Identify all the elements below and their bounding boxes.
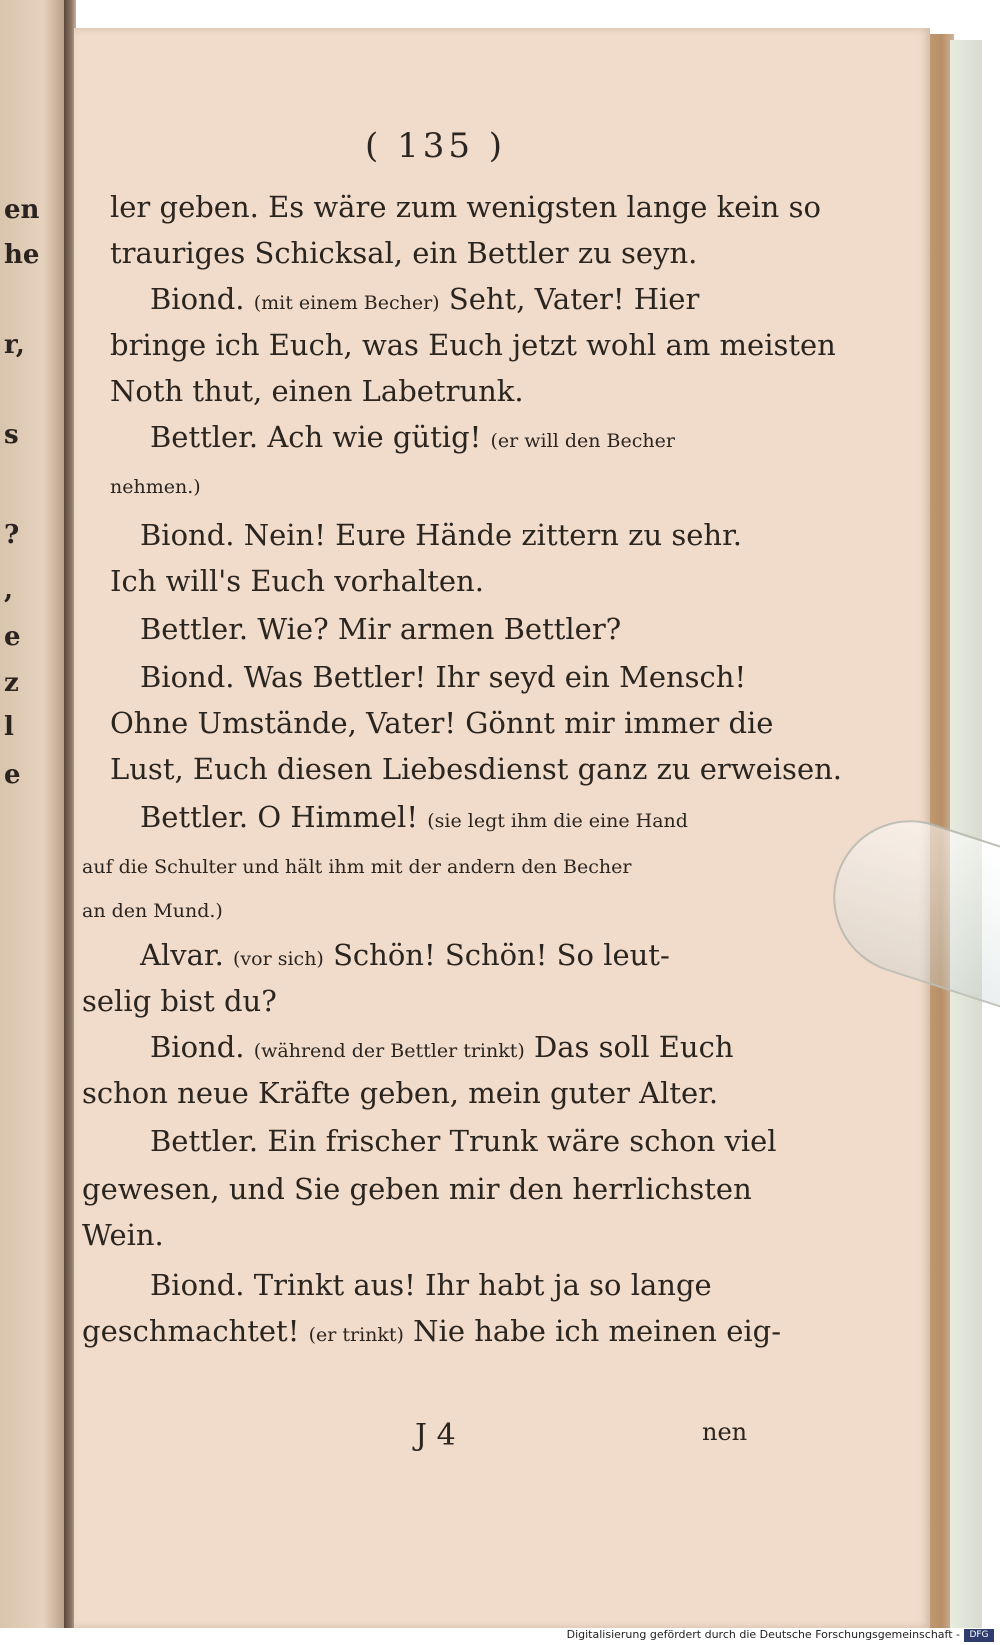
speaker-name: Biond. [140, 660, 235, 694]
stage-direction: (sie legt ihm die eine Hand [427, 810, 688, 832]
text-line: ler geben. Es wäre zum wenigsten lange kein so [110, 190, 821, 224]
speaker-name: Bettler. [150, 420, 259, 454]
speaker-name: Biond. [140, 518, 235, 552]
signature-mark: J 4 [415, 1418, 456, 1453]
text-line: Wein. [82, 1218, 164, 1252]
stage-direction: (er will den Becher [490, 430, 675, 452]
dialogue-line: Biond. (während der Bettler trinkt) Das soll Euch [150, 1030, 734, 1064]
dialogue-line: Biond. Nein! Eure Hände zittern zu sehr. [140, 518, 742, 552]
speaker-name: Alvar. [140, 938, 224, 972]
left-page-fragment: z [4, 668, 19, 698]
dialogue-line: Biond. Was Bettler! Ihr seyd ein Mensch! [140, 660, 747, 694]
stage-direction: (während der Bettler trinkt) [253, 1040, 525, 1062]
speaker-name: Biond. [150, 1268, 245, 1302]
text-line: geschmachtet! (er trinkt) Nie habe ich meinen eig- [82, 1314, 781, 1348]
digitization-credit: Digitalisierung gefördert durch die Deutsche Forschungsgemeinschaft - [566, 1628, 960, 1641]
stage-direction: nehmen.) [110, 476, 201, 498]
dfg-logo: DFG [964, 1629, 994, 1642]
dialogue-line: Bettler. Wie? Mir armen Bettler? [140, 612, 622, 646]
left-page-edge [0, 0, 72, 1645]
speaker-name: Bettler. [150, 1124, 259, 1158]
stage-direction: (vor sich) [233, 948, 324, 970]
text-line: schon neue Kräfte geben, mein guter Alter. [82, 1076, 719, 1110]
left-page-fragment: en [4, 195, 40, 225]
text-line: gewesen, und Sie geben mir den herrlichsten [82, 1172, 752, 1206]
dialogue-line: Alvar. (vor sich) Schön! Schön! So leut- [140, 938, 670, 972]
stage-direction: (mit einem Becher) [253, 292, 440, 314]
text-line: Ohne Umstände, Vater! Gönnt mir immer die [110, 706, 774, 740]
text-line: bringe ich Euch, was Euch jetzt wohl am meisten [110, 328, 836, 362]
speaker-name: Bettler. [140, 612, 249, 646]
text-line: selig bist du? [82, 984, 277, 1018]
left-page-fragment: e [4, 622, 21, 652]
left-page-fragment: he [4, 240, 40, 270]
dialogue-line: Bettler. Ach wie gütig! (er will den Becher [150, 420, 675, 454]
left-page-fragment: , [4, 575, 14, 605]
left-page-fragment: e [4, 760, 21, 790]
left-page-fragment: s [4, 420, 19, 450]
left-page-fragment: r, [4, 330, 25, 360]
speaker-name: Biond. [150, 1030, 245, 1064]
page-number: ( 135 ) [365, 126, 507, 166]
speaker-name: Bettler. [140, 800, 249, 834]
text-line: Ich will's Euch vorhalten. [110, 564, 484, 598]
dialogue-line: Biond. (mit einem Becher) Seht, Vater! Hier [150, 282, 700, 316]
text-line [82, 890, 742, 924]
left-page-fragment: l [4, 712, 14, 742]
stage-direction: (er trinkt) [308, 1324, 404, 1346]
stage-direction: auf die Schulter und hält ihm mit der andern den Becher [82, 856, 632, 878]
dialogue-line: Biond. Trinkt aus! Ihr habt ja so lange [150, 1268, 712, 1302]
text-line: trauriges Schicksal, ein Bettler zu seyn. [110, 236, 698, 270]
left-page-fragment: ? [4, 520, 20, 550]
dialogue-line: Bettler. Ein frischer Trunk wäre schon viel [150, 1124, 777, 1158]
stage-direction: an den Mund.) [82, 900, 223, 922]
text-line: Noth thut, einen Labetrunk. [110, 374, 524, 408]
catchword: nen [702, 1418, 748, 1446]
text-line: Lust, Euch diesen Liebesdienst ganz zu erweisen. [110, 752, 842, 786]
text-line [110, 466, 770, 500]
dialogue-line: Bettler. O Himmel! (sie legt ihm die eine Hand [140, 800, 688, 834]
speaker-name: Biond. [150, 282, 245, 316]
text-line [82, 846, 742, 880]
